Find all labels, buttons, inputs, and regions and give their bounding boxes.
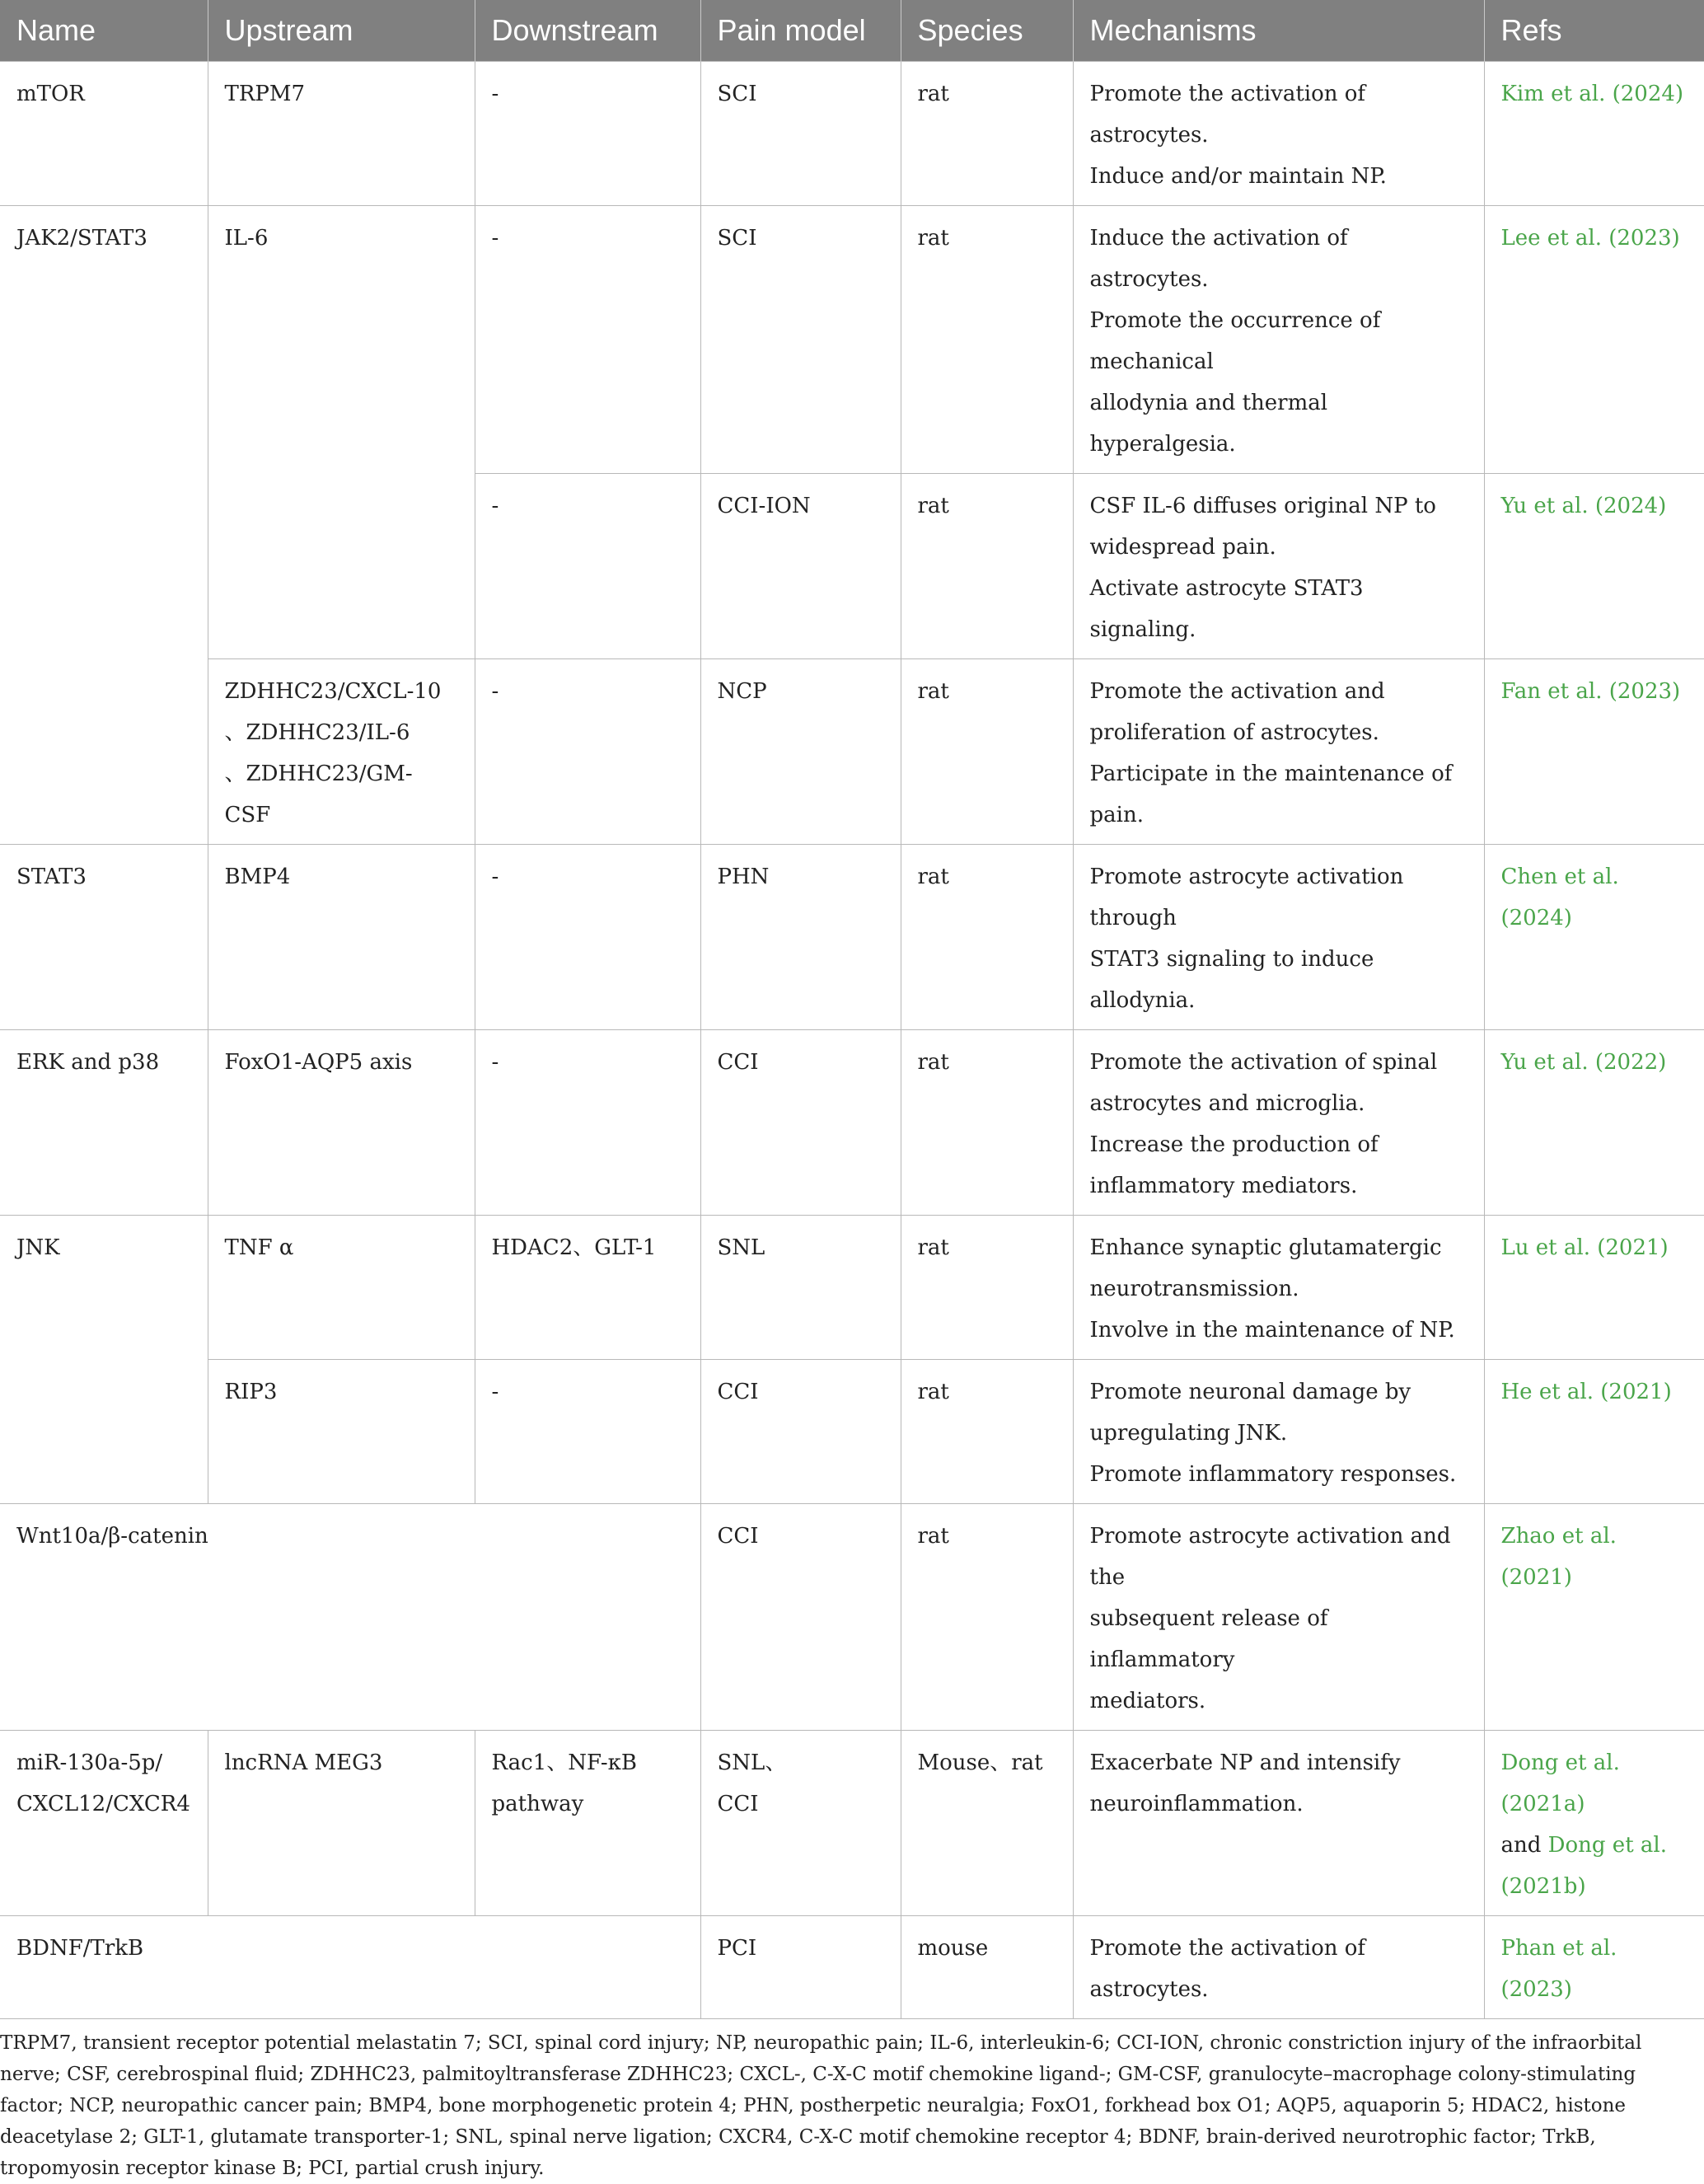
cell-downstream: - bbox=[475, 206, 700, 474]
cell-species: rat bbox=[901, 62, 1073, 206]
reference-link[interactable]: He et al. (2021) bbox=[1500, 1380, 1672, 1404]
cell-downstream: - bbox=[475, 1030, 700, 1216]
table-footnote: TRPM7, transient receptor potential melastatin 7; SCI, spinal cord injury; NP, neuropathic pain; IL-6, interleukin-6; CCI-ION, chronic constriction injury of the infraorbital nerve; CSF, cerebrospinal fluid; ZDHHC23, palmitoyltransferase ZDHHC23; CXCL-, C-X-C motif chemokine ligand-; GM-CSF, granulocyte–macrophage colony-stimulating factor; NCP, neuropathic cancer pain; BMP4, bone morphogenetic protein 4; PHN, postherpetic neuralgia; FoxO1, forkhead box O1; AQP5, aquaporin 5; HDAC2, histone deacetylase 2; GLT-1, glutamate transporter-1; SNL, spinal nerve ligation; CXCR4, C-X-C motif chemokine receptor 4; BDNF, brain-derived neurotrophic factor; TrkB, tropomyosin receptor kinase B; PCI, partial crush injury. bbox=[0, 2032, 1642, 2179]
cell-mechanisms: Promote the activation of spinal astrocytes and microglia. Increase the production of inflammatory mediators. bbox=[1073, 1030, 1484, 1216]
reference-link[interactable]: Dong et al. bbox=[1547, 1833, 1667, 1858]
cell-species: rat bbox=[901, 659, 1073, 845]
cell-upstream: TRPM7 bbox=[208, 62, 475, 206]
reference-link[interactable]: Zhao et al. (2021) bbox=[1500, 1524, 1617, 1590]
cell-species: mouse bbox=[901, 1916, 1073, 2019]
cell-refs bbox=[1484, 1916, 1704, 2019]
cell-pain-model: PHN bbox=[700, 845, 901, 1030]
header-name: Name bbox=[0, 0, 208, 62]
cell-pain-model: SCI bbox=[700, 206, 901, 474]
reference-link[interactable]: Chen et al. (2024) bbox=[1500, 865, 1619, 930]
cell-species: rat bbox=[901, 474, 1073, 659]
cell-downstream: - bbox=[475, 845, 700, 1030]
cell-pain-model: CCI bbox=[700, 1504, 901, 1731]
cell-mechanisms: Promote the activation of astrocytes. Induce and/or maintain NP. bbox=[1073, 62, 1484, 206]
cell-mechanisms: Enhance synaptic glutamatergic neurotransmission. Involve in the maintenance of NP. bbox=[1073, 1216, 1484, 1360]
cell-pain-model: SNL bbox=[700, 1216, 901, 1360]
table-row bbox=[0, 1504, 1704, 1731]
cell-mechanisms: Promote neuronal damage by upregulating JNK. Promote inflammatory responses. bbox=[1073, 1360, 1484, 1504]
reference-link[interactable]: Dong et al. (2021a) bbox=[1500, 1750, 1620, 1816]
cell-downstream: - bbox=[475, 474, 700, 659]
cell-refs bbox=[1484, 1731, 1704, 1916]
cell-downstream: - bbox=[475, 1360, 700, 1504]
reference-link[interactable]: Yu et al. (2022) bbox=[1500, 1050, 1667, 1075]
table-row bbox=[0, 1731, 1704, 1916]
cell-downstream: Rac1、NF-κB pathway bbox=[475, 1731, 700, 1916]
cell-name: mTOR bbox=[0, 62, 208, 206]
cell-name: JAK2/STAT3 bbox=[0, 206, 208, 845]
cell-species: rat bbox=[901, 1504, 1073, 1731]
cell-pain-model: CCI-ION bbox=[700, 474, 901, 659]
table-header-row bbox=[0, 0, 1704, 62]
reference-link[interactable]: Yu et al. (2024) bbox=[1500, 494, 1667, 518]
cell-pain-model: CCI bbox=[700, 1030, 901, 1216]
ref-conjunction: and bbox=[1500, 1833, 1548, 1858]
cell-name: miR-130a-5p/ CXCL12/CXCR4 bbox=[0, 1731, 208, 1916]
cell-mechanisms: CSF IL-6 diffuses original NP to widespread pain. Activate astrocyte STAT3 signaling. bbox=[1073, 474, 1484, 659]
cell-mechanisms: Promote the activation and proliferation of astrocytes. Participate in the maintenance of pain. bbox=[1073, 659, 1484, 845]
cell-species: rat bbox=[901, 1216, 1073, 1360]
table-row bbox=[0, 1360, 1704, 1504]
cell-mechanisms: Promote the activation of astrocytes. bbox=[1073, 1916, 1484, 2019]
cell-upstream: ZDHHC23/CXCL-10 、ZDHHC23/IL-6 、ZDHHC23/GM-CSF bbox=[208, 659, 475, 845]
cell-mechanisms: Promote astrocyte activation through STAT3 signaling to induce allodynia. bbox=[1073, 845, 1484, 1030]
table-row bbox=[0, 845, 1704, 1030]
cell-upstream: BMP4 bbox=[208, 845, 475, 1030]
cell-upstream: RIP3 bbox=[208, 1360, 475, 1504]
cell-mechanisms: Promote astrocyte activation and the subsequent release of inflammatory mediators. bbox=[1073, 1504, 1484, 1731]
cell-upstream: IL-6 bbox=[208, 206, 475, 659]
table-row bbox=[0, 1916, 1704, 2019]
table-row bbox=[0, 206, 1704, 474]
header-pain-model: Pain model bbox=[700, 0, 901, 62]
cell-species: rat bbox=[901, 845, 1073, 1030]
header-species: Species bbox=[901, 0, 1073, 62]
table-row bbox=[0, 659, 1704, 845]
reference-link[interactable]: (2021b) bbox=[1500, 1874, 1586, 1899]
cell-name: ERK and p38 bbox=[0, 1030, 208, 1216]
reference-link[interactable]: Phan et al. (2023) bbox=[1500, 1936, 1617, 2002]
cell-upstream: lncRNA MEG3 bbox=[208, 1731, 475, 1916]
cell-mechanisms: Exacerbate NP and intensify neuroinflammation. bbox=[1073, 1731, 1484, 1916]
reference-link[interactable]: Lee et al. (2023) bbox=[1500, 226, 1680, 251]
cell-name: JNK bbox=[0, 1216, 208, 1504]
reference-link[interactable]: Lu et al. (2021) bbox=[1500, 1235, 1669, 1260]
header-upstream: Upstream bbox=[208, 0, 475, 62]
cell-refs bbox=[1484, 1504, 1704, 1731]
cell-name: STAT3 bbox=[0, 845, 208, 1030]
cell-downstream: HDAC2、GLT-1 bbox=[475, 1216, 700, 1360]
cell-name: Wnt10a/β-catenin bbox=[0, 1504, 700, 1731]
cell-refs bbox=[1484, 845, 1704, 1030]
cell-species: rat bbox=[901, 206, 1073, 474]
cell-species: Mouse、rat bbox=[901, 1731, 1073, 1916]
cell-refs bbox=[1484, 206, 1704, 474]
cell-pain-model: CCI bbox=[700, 1360, 901, 1504]
table-row bbox=[0, 1030, 1704, 1216]
cell-species: rat bbox=[901, 1360, 1073, 1504]
cell-upstream: TNF α bbox=[208, 1216, 475, 1360]
reference-link[interactable]: Fan et al. (2023) bbox=[1500, 679, 1681, 704]
cell-downstream: - bbox=[475, 62, 700, 206]
cell-name: BDNF/TrkB bbox=[0, 1916, 700, 2019]
table-row bbox=[0, 62, 1704, 206]
cell-pain-model: SNL、 CCI bbox=[700, 1731, 901, 1916]
cell-refs bbox=[1484, 1030, 1704, 1216]
header-mechanisms: Mechanisms bbox=[1073, 0, 1484, 62]
cell-refs bbox=[1484, 1216, 1704, 1360]
cell-pain-model: SCI bbox=[700, 62, 901, 206]
cell-mechanisms: Induce the activation of astrocytes. Promote the occurrence of mechanical allodynia and thermal hyperalgesia. bbox=[1073, 206, 1484, 474]
cell-pain-model: PCI bbox=[700, 1916, 901, 2019]
cell-refs bbox=[1484, 474, 1704, 659]
header-downstream: Downstream bbox=[475, 0, 700, 62]
cell-species: rat bbox=[901, 1030, 1073, 1216]
cell-refs bbox=[1484, 62, 1704, 206]
cell-refs bbox=[1484, 659, 1704, 845]
cell-refs bbox=[1484, 1360, 1704, 1504]
cell-upstream: FoxO1-AQP5 axis bbox=[208, 1030, 475, 1216]
table-row bbox=[0, 1216, 1704, 1360]
cell-downstream: - bbox=[475, 659, 700, 845]
reference-link[interactable]: Kim et al. (2024) bbox=[1500, 82, 1684, 106]
header-refs: Refs bbox=[1484, 0, 1704, 62]
cell-pain-model: NCP bbox=[700, 659, 901, 845]
